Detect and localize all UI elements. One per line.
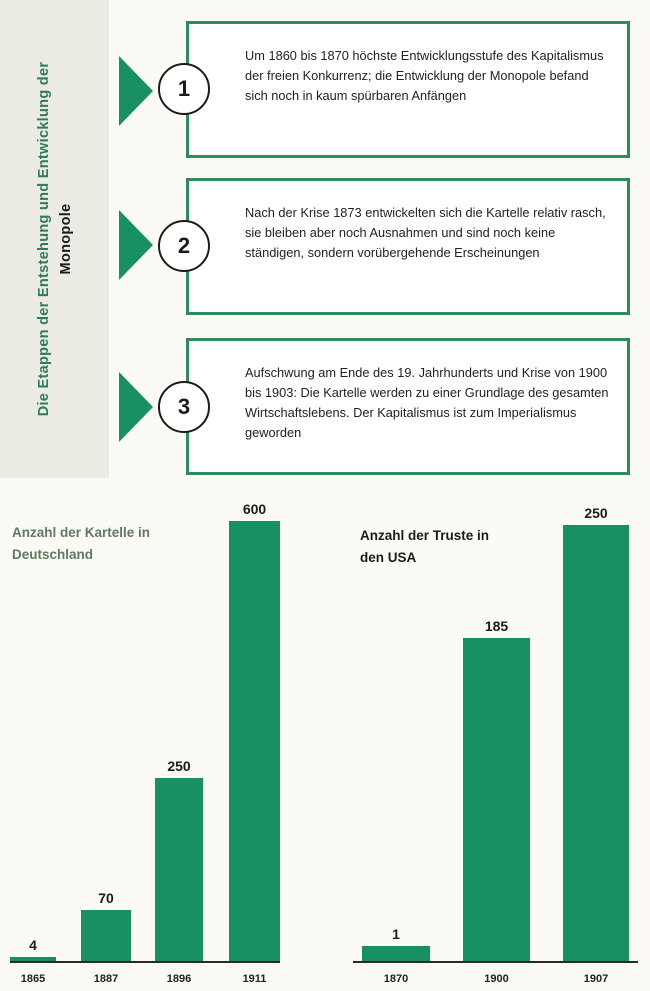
stage-text-3: Aufschwung am Ende des 19. Jahrhunderts und Krise von 1900 bis 1903: Die Kartelle werden zu einer Grundlage des gesamten Wirtschaftslebens. Der Kapitalismus ist zum Imperialismus geworden (245, 365, 609, 440)
value-label-1896: 250 (167, 757, 191, 774)
x-tick-1870: 1870 (383, 973, 409, 985)
sidebar-title-line1: Die Etappen der Entstehung und Entwicklung der (36, 61, 52, 417)
stage-box-2 (186, 178, 630, 315)
stage-arrow-icon (119, 56, 153, 126)
chart-baseline-germany (10, 961, 280, 963)
value-label-1865: 4 (29, 937, 37, 953)
stage-text-1: Um 1860 bis 1870 höchste Entwicklungsstufe des Kapitalismus der freien Konkurrenz; die Entwicklung der Monopole befand sich noch in kaum spürbaren Anfängen (245, 48, 604, 103)
value-label-1870: 1 (392, 926, 400, 942)
stage-number-1: 1 (158, 63, 210, 115)
value-label-1900: 185 (484, 618, 509, 635)
stage-text-2: Nach der Krise 1873 entwickelten sich die Kartelle relativ rasch, sie bleiben aber noch Ausnahmen und sind noch keine ständigen, sondern vorübergehende Erscheinungen (245, 205, 606, 260)
value-label-1911: 600 (242, 501, 267, 517)
sidebar-title (33, 19, 77, 459)
x-tick-1887: 1887 (93, 973, 119, 985)
bar-1907 (563, 525, 629, 961)
stage-box-1 (186, 21, 630, 158)
bar-1900 (463, 638, 530, 961)
chart-title-usa-line1: Anzahl der Truste in (360, 528, 490, 543)
bar-1896 (155, 778, 203, 961)
stage-number-3: 3 (158, 381, 210, 433)
value-label-1907: 250 (584, 505, 608, 521)
x-tick-1907: 1907 (583, 973, 609, 985)
bar-1870 (362, 946, 430, 961)
value-label-1887: 70 (98, 889, 114, 906)
x-tick-1911: 1911 (242, 973, 267, 985)
chart-title-usa-line2: den USA (360, 550, 417, 565)
stage-arrow-icon (119, 210, 153, 280)
x-tick-1865: 1865 (20, 973, 46, 985)
stage-number-2: 2 (158, 220, 210, 272)
x-tick-1896: 1896 (166, 973, 192, 985)
bar-1865 (10, 957, 56, 961)
chart-title-germany-line1: Anzahl der Kartelle in (12, 525, 151, 540)
x-tick-1900: 1900 (484, 973, 509, 985)
chart-baseline-usa (353, 961, 638, 963)
stage-arrow-icon (119, 372, 153, 442)
sidebar-panel (0, 0, 109, 478)
bar-1911 (229, 521, 280, 961)
bar-1887 (81, 910, 131, 961)
chart-title-germany-line2: Deutschland (12, 547, 94, 562)
chart-title-usa (360, 525, 489, 569)
chart-title-germany (12, 522, 150, 566)
stage-box-3 (186, 338, 630, 475)
sidebar-title-line2: Monopole (58, 203, 74, 275)
